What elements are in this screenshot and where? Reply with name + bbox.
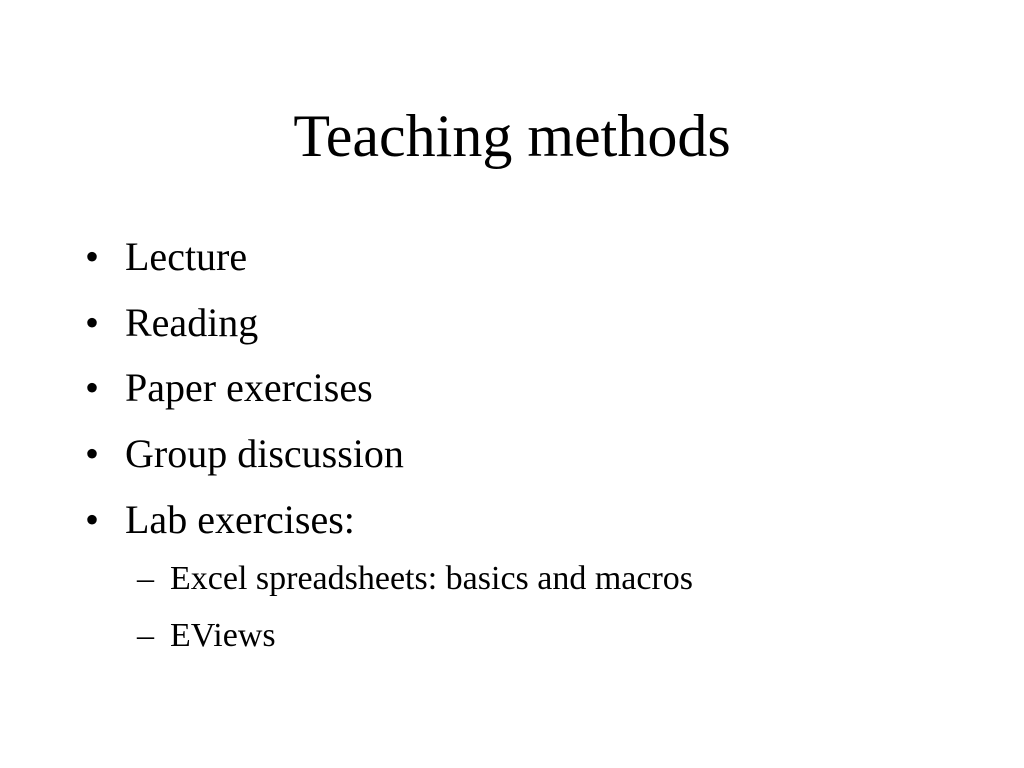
list-item-label: Lab exercises: (125, 497, 355, 542)
bullet-marker: • (85, 234, 100, 279)
list-item-label: Reading (125, 300, 259, 345)
sub-list-item-label: EViews (170, 617, 276, 654)
list-item-label: Paper exercises (125, 365, 373, 410)
sub-list-item-label: Excel spreadsheets: basics and macros (170, 560, 694, 597)
bullet-marker: • (85, 365, 100, 410)
bullet-marker: • (85, 431, 100, 476)
slide-title: Teaching methods (293, 103, 731, 169)
list-item-label: Lecture (125, 234, 248, 279)
bullet-marker: • (85, 497, 100, 542)
sub-bullet-marker: – (137, 617, 154, 654)
bullet-marker: • (85, 300, 100, 345)
sub-bullet-marker: – (137, 560, 154, 597)
list-item-label: Group discussion (125, 431, 404, 476)
